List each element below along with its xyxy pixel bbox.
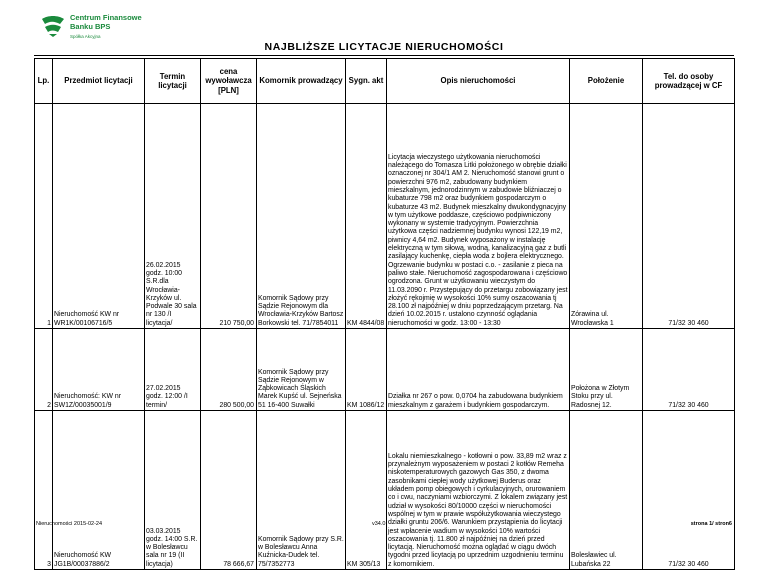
cell-lp: 3 <box>35 411 53 570</box>
col-header-phone: Tel. do osoby prowadzącej w CF <box>643 59 735 104</box>
cell-lp: 1 <box>35 104 53 329</box>
col-header-term: Termin licytacji <box>145 59 201 104</box>
footer-right: strona 1/ stron6 <box>690 521 732 527</box>
cell-lp: 2 <box>35 329 53 411</box>
footer-left: Nieruchomości 2015-02-24 <box>36 521 103 527</box>
table-row <box>35 411 735 570</box>
cell-bailiff: Komornik Sądowy przy Sądzie Rejonowym w Ząbkowicach Śląskich Marek Kupść ul. Sejneńska 51 16-400 Suwałki <box>257 329 346 411</box>
cell-price: 280 500,00 <box>201 329 257 411</box>
col-header-location: Położenie <box>570 59 643 104</box>
cell-subject: Nieruchomość KW JG1B/00037886/2 <box>53 411 145 570</box>
cell-bailiff: Komornik Sądowy przy Sądzie Rejonowym dla Wrocławia-Krzyków Bartosz Borkowski tel. 71/7854011 <box>257 104 346 329</box>
cell-desc: Licytacja wieczystego użytkowania nieruchomości należącego do Tomasza Litki położonego w obrębie działki oznaczonej nr 304/1 AM 2. Nieruchomość stanowi grunt o powierzchni 976 m2, zabudowany budynkiem mieszkalnym, jednorodzinnym w zabudowie bliźniaczej o kubaturze 798 m2 oraz budynkiem gospodarczym o kubaturze 43 m2. Budynek mieszkalny dwukondygnacyjny w tym użytkowe poddasze, częściowo podpiwniczony wykonany w systemie tradycyjnym. Powierzchnia użytkowa części nadziemnej budynku wynosi 122,19 m2, piwnicy 4,64 m2. Budynek wyposażony w instalację elektryczną w tym siłową, wodną, kanalizacyjną gaz z butli zasilający kuchenkę, ciepła woda z bojlera elektrycznego. Ogrzewanie budynku w postaci c.o. - zasilanie z pieca na paliwo stałe. Nieruchomość zagospodarowana i częściowo ogrodzona. Grunt w użytkowaniu wieczystym do 11.03.2090 r. Przystępujący do przetargu zobowiązany jest złożyć rękojmię w wysokości 10% sumy oszacowania tj 28.100 zł najpóźniej w dniu poprzedzającym przetarg. Na dzień 10.02.2015 r. ustalono czynność oglądania nieruchomości w godz. 13:00 - 13:30 <box>387 104 570 329</box>
logo-line-2: Banku BPS <box>70 21 111 31</box>
cell-location: Położona w Złotym Stoku przy ul. Radosnej 12. <box>570 329 643 411</box>
col-header-bailiff: Komornik prowadzący <box>257 59 346 104</box>
cell-bailiff: Komornik Sądowy przy S.R. w Bolesławcu Anna Kuźnicka-Dudek tel. 75/7352773 <box>257 411 346 570</box>
cell-term: 27.02.2015 godz. 12:00 /I termin/ <box>145 329 201 411</box>
cell-desc: Lokalu niemieszkalnego - kotłowni o pow. 33,89 m2 wraz z przynależnym wyposażeniem w postaci 2 kotłów Remeha niskotemperaturowych gazowych Gas 350, z dwoma zasobnikami ciepłej wody użytkowej Buderus oraz układem pomp obiegowych i cyrkulacyjnych, orurowaniem co i cwu, naczyniami wzbiorczymi. Z lokalem związany jest udział w wysokości 80/10000 części w nieruchomości wspólnej w tym w prawie współużytkowania wieczystego działki gruntu 206/6. Warunkiem przystąpienia do licytacji jest wpłacenie wadium w wysokości 10% wartości oszacowania tj. 11.800 zł najpóźniej na dzień przed licytacją. Nieruchomość można oglądać w ciągu dwóch tygodni przed licytacją po uprzednim uzgodnieniu terminu z komornikiem. <box>387 411 570 570</box>
cell-phone: 71/32 30 460 <box>643 329 735 411</box>
cell-location: Bolesławiec ul. Lubańska 22 <box>570 411 643 570</box>
cell-subject: Nieruchomość: KW nr SW1Z/00035001/9 <box>53 329 145 411</box>
logo-line-1: Centrum Finansowe <box>70 13 142 22</box>
cell-phone: 71/32 30 460 <box>643 411 735 570</box>
col-header-sygn: Sygn. akt <box>346 59 387 104</box>
footer-center: v34.0 <box>372 521 386 527</box>
auctions-table <box>34 58 735 570</box>
col-header-price: cena wywoławcza [PLN] <box>201 59 257 104</box>
cell-price: 210 750,00 <box>201 104 257 329</box>
cell-term: 26.02.2015 godz. 10:00 S.R.dla Wrocławia-Krzyków ul. Podwale 30 sala nr 130 /I licytacja/ <box>145 104 201 329</box>
cell-sygn: KM 4844/08 <box>346 104 387 329</box>
table-row <box>35 104 735 329</box>
cell-term: 03.03.2015 godz. 14:00 S.R. w Bolesławcu sala nr 19 (II licytacja) <box>145 411 201 570</box>
cell-price: 78 666,67 <box>201 411 257 570</box>
cell-location: Zórawina ul. Wrocławska 1 <box>570 104 643 329</box>
logo-subtitle: Spółka Akcyjna <box>70 34 101 39</box>
table-header-row <box>35 59 735 104</box>
col-header-lp: Lp. <box>35 59 53 104</box>
table-row <box>35 329 735 411</box>
cell-phone: 71/32 30 460 <box>643 104 735 329</box>
col-header-subject: Przedmiot licytacji <box>53 59 145 104</box>
cell-desc: Działka nr 267 o pow. 0,0704 ha zabudowana budynkiem mieszkalnym z garażem i budynkiem gospodarczym. <box>387 329 570 411</box>
cell-sygn: KM 1086/12 <box>346 329 387 411</box>
col-header-desc: Opis nieruchomości <box>387 59 570 104</box>
cell-subject: Nieruchomość KW nr WR1K/00106716/5 <box>53 104 145 329</box>
page-title: NAJBLIŻSZE LICYTACJE NIERUCHOMOŚCI <box>34 40 734 56</box>
bank-logo-icon <box>40 15 66 37</box>
cell-sygn: KM 305/13 <box>346 411 387 570</box>
